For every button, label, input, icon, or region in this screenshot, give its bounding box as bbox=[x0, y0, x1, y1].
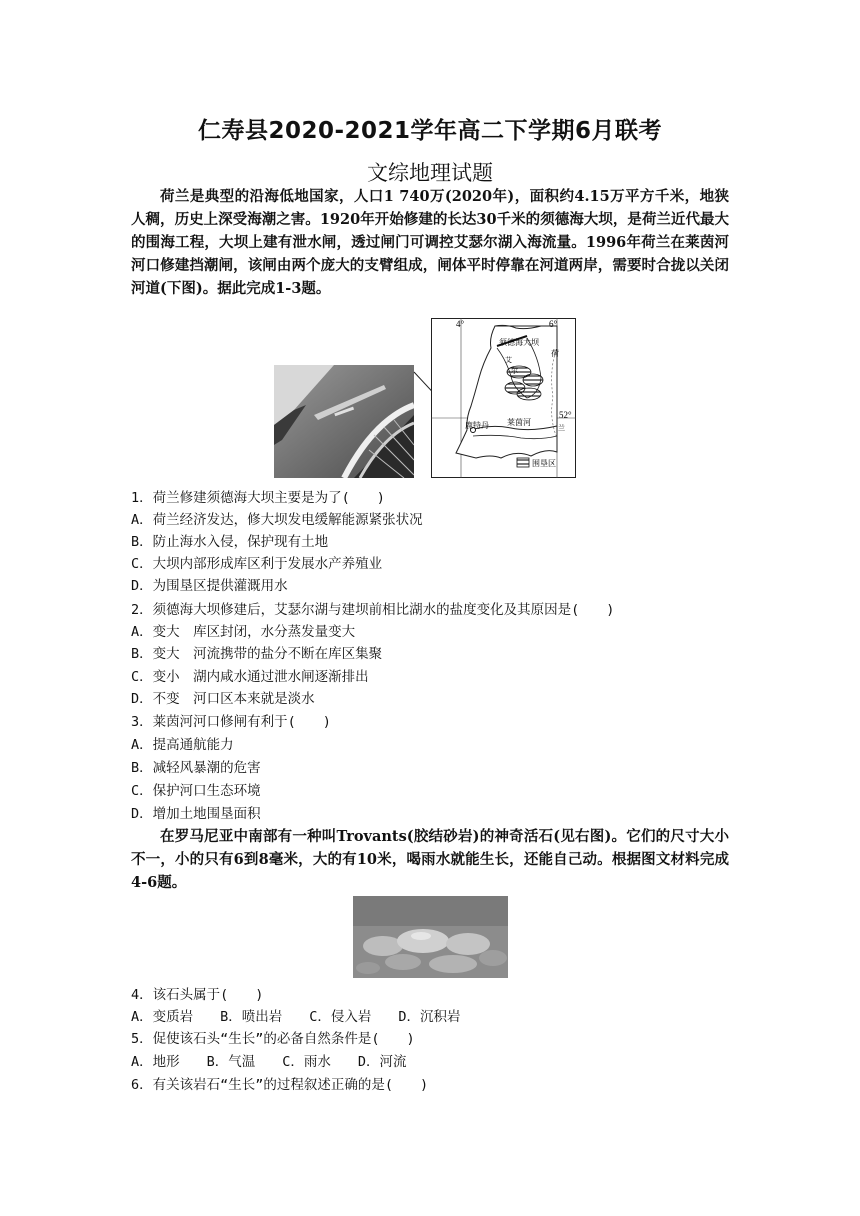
question-4: 4．该石头属于( ) bbox=[131, 987, 264, 1003]
question-6: 6．有关该岩石“生长”的过程叙述正确的是( ) bbox=[131, 1077, 429, 1093]
q4-options: A．变质岩 B．喷出岩 C．侵入岩 D．沉积岩 bbox=[131, 1009, 461, 1025]
q1-option-a: A．荷兰经济发达，修大坝发电缓解能源紧张状况 bbox=[131, 512, 423, 528]
question-1: 1．荷兰修建须德海大坝主要是为了( ) bbox=[131, 490, 385, 506]
q3-option-d: D．增加土地围垦面积 bbox=[131, 806, 261, 822]
question-2: 2．须德海大坝修建后，艾瑟尔湖与建坝前相比湖水的盐度变化及其原因是( ) bbox=[131, 602, 615, 618]
q3-option-b: B．减轻风暴潮的危害 bbox=[131, 760, 261, 776]
map-label-country: 荷 bbox=[551, 349, 559, 358]
storm-barrier-photo bbox=[274, 365, 414, 478]
map-legend-label: 围垦区 bbox=[532, 459, 556, 468]
q5-options: A．地形 B．气温 C．雨水 D．河流 bbox=[131, 1054, 407, 1070]
netherlands-map bbox=[431, 318, 576, 478]
q2-option-d: D．不变 河口区本来就是淡水 bbox=[131, 691, 315, 707]
q3-option-c: C．保护河口生态环境 bbox=[131, 783, 261, 799]
map-lon-left: 4° bbox=[456, 319, 465, 329]
map-label-lake-1: 艾 bbox=[505, 356, 512, 364]
passage-trovants: 在罗马尼亚中南部有一种叫Trovants(胶结砂岩)的神奇活石(见右图)。它们的尺寸大小不一，小的只有6到8毫米，大的有10米，喝雨水就能生长，还能自己动。根据图文材料完成4-6题。 bbox=[131, 828, 729, 891]
q2-option-a: A．变大 库区封闭，水分蒸发量变大 bbox=[131, 624, 356, 640]
q2-option-c: C．变小 湖内咸水通过泄水闸逐渐排出 bbox=[131, 669, 369, 685]
map-label-rhine: 莱茵河 bbox=[507, 418, 531, 427]
map-lon-right: 6° bbox=[549, 319, 558, 329]
map-label-rotterdam: 鹿特丹 bbox=[465, 421, 489, 430]
question-5: 5．促使该石头“生长”的必备自然条件是( ) bbox=[131, 1031, 415, 1047]
q3-option-a: A．提高通航能力 bbox=[131, 737, 234, 753]
q1-option-d: D．为围垦区提供灌溉用水 bbox=[131, 578, 288, 594]
passage-netherlands: 荷兰是典型的沿海低地国家，人口1 740万(2020年)，面积约4.15万平方千米，地狭人稠，历史上深受海潮之害。1920年开始修建的长达30千米的须德海大坝，是荷兰近代最大的围海工程，大坝上建有泄水闸，透过闸门可调控艾瑟尔湖入海流量。1996年荷兰在莱茵河河口修建挡潮闸，该闸由两个庞大的支臂组成，闸体平时停靠在河道两岸，需要时合拢以关闭河道(下图)。据此完成1-3题。 bbox=[131, 188, 729, 297]
trovants-photo bbox=[353, 896, 508, 978]
page-subtitle: 文综地理试题 bbox=[367, 161, 493, 185]
map-lat: 52° bbox=[559, 410, 572, 420]
question-3: 3．莱茵河河口修闸有利于( ) bbox=[131, 714, 331, 730]
q1-option-c: C．大坝内部形成库区利于发展水产养殖业 bbox=[131, 556, 383, 572]
map-label-dam: 须德海大坝 bbox=[499, 338, 539, 347]
map-label-lan: 兰 bbox=[558, 424, 565, 432]
page-title: 仁寿县2020-2021学年高二下学期6月联考 bbox=[197, 118, 663, 144]
q2-option-b: B．变大 河流携带的盐分不断在库区集聚 bbox=[131, 646, 383, 662]
map-label-lake-2: 尔 bbox=[511, 367, 518, 375]
q1-option-b: B．防止海水入侵，保护现有土地 bbox=[131, 534, 329, 550]
